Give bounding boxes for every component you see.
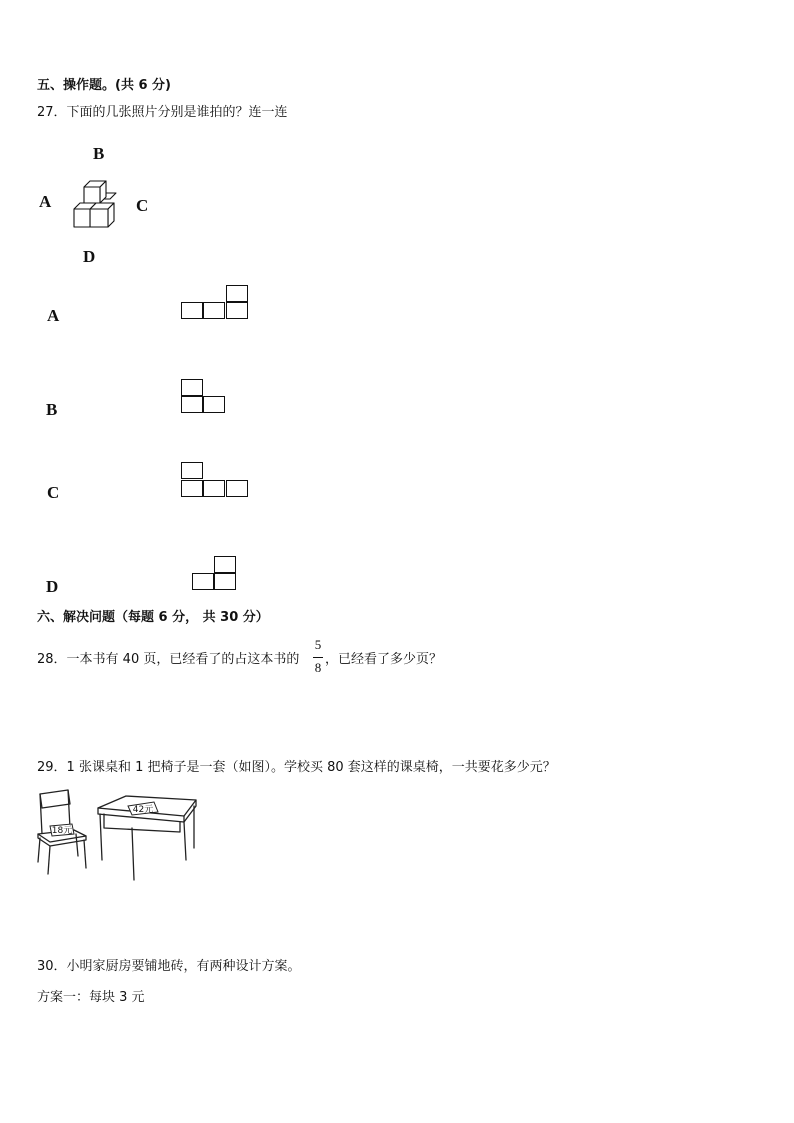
photo-d-square bbox=[214, 556, 236, 573]
section-5-title: 五、操作题。(共 6 分) bbox=[37, 78, 171, 93]
photo-label-d: D bbox=[46, 577, 59, 596]
photo-d-square bbox=[192, 573, 214, 590]
question-27-text: 27．下面的几张照片分别是谁拍的？连一连 bbox=[37, 105, 288, 120]
photo-a-square bbox=[181, 302, 203, 319]
view-label-bottom: D bbox=[83, 247, 96, 266]
photo-c-square bbox=[181, 462, 203, 479]
photo-a-square bbox=[226, 285, 248, 302]
photo-c-square bbox=[181, 480, 203, 497]
question-29-text: 29．1 张课桌和 1 把椅子是一套（如图）。学校买 80 套这样的课桌椅，一共要花多少元？ bbox=[37, 760, 556, 775]
section-6-title: 六、解决问题（每题 6 分， 共 30 分） bbox=[37, 610, 269, 625]
photo-label-b: B bbox=[46, 400, 58, 419]
plan-1-text: 方案一：每块 3 元 bbox=[37, 990, 145, 1005]
view-label-left: A bbox=[39, 192, 52, 211]
fraction-bar bbox=[313, 657, 323, 658]
chair-price-tag: 18元 bbox=[51, 826, 73, 836]
photo-b-square bbox=[203, 396, 225, 413]
desk-price-tag: 42元 bbox=[132, 805, 154, 815]
photo-b-square bbox=[181, 396, 203, 413]
photo-label-a: A bbox=[47, 306, 60, 325]
view-label-top: B bbox=[93, 144, 105, 163]
question-28-text-after: ，已经看了多少页？ bbox=[325, 652, 443, 667]
question-28-text-before: 28．一本书有 40 页，已经看了的占这本书的 bbox=[37, 652, 300, 667]
photo-b-square bbox=[181, 379, 203, 396]
photo-a-square bbox=[203, 302, 225, 319]
cube-stack-figure bbox=[70, 178, 122, 234]
desk-and-chair-illustration bbox=[34, 786, 198, 884]
fraction-numerator: 5 bbox=[314, 637, 322, 652]
photo-a-square bbox=[226, 302, 248, 319]
photo-c-square bbox=[226, 480, 248, 497]
photo-d-square bbox=[214, 573, 236, 590]
photo-c-square bbox=[203, 480, 225, 497]
photo-label-c: C bbox=[47, 483, 60, 502]
fraction-denominator: 8 bbox=[314, 660, 322, 675]
view-label-right: C bbox=[136, 196, 149, 215]
question-30-text: 30．小明家厨房要铺地砖，有两种设计方案。 bbox=[37, 959, 301, 974]
